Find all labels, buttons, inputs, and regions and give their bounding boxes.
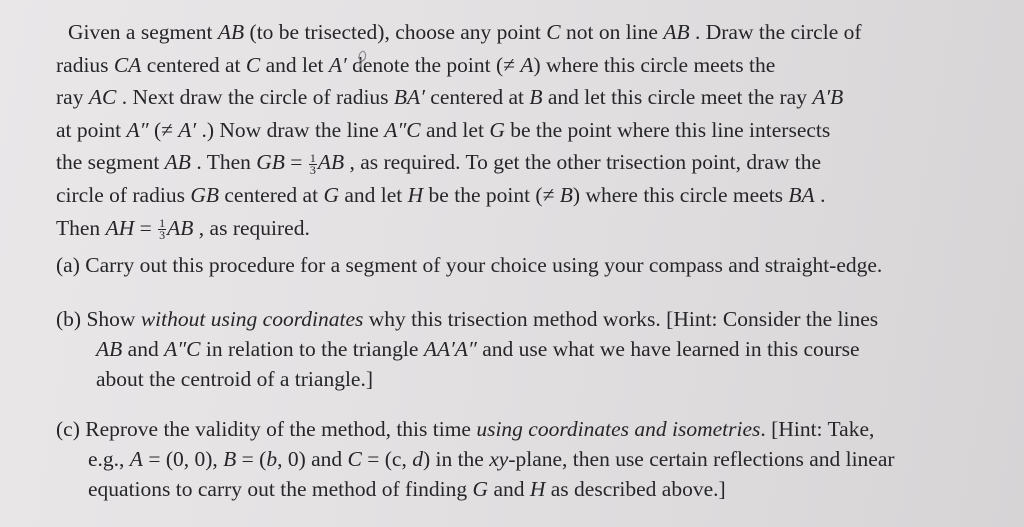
text-run: e.g., xyxy=(88,447,130,471)
text-run: (a) Carry out this procedure for a segment of your choice using your compass and straight-edge. xyxy=(56,253,883,277)
math-variable: A xyxy=(520,52,534,77)
text-line xyxy=(56,146,986,179)
math-variable: AB xyxy=(96,337,123,361)
text-line xyxy=(56,304,878,334)
math-variable: H xyxy=(407,182,424,207)
math-variable: GB xyxy=(256,150,285,175)
math-variable: using coordinates and isometries xyxy=(476,417,761,441)
text-run: = (c, xyxy=(361,447,413,471)
math-variable: AB xyxy=(317,150,345,175)
text-run: and let xyxy=(260,52,329,77)
math-variable: GB xyxy=(190,182,219,207)
text-run: and let this circle meet the ray xyxy=(542,85,813,110)
exercise-part-b xyxy=(56,304,878,394)
text-run: equations to carry out the method of finding xyxy=(88,477,473,501)
text-line xyxy=(56,212,986,245)
math-variable: xy xyxy=(489,447,509,471)
text-run: = ( xyxy=(236,447,267,471)
math-variable: AB xyxy=(164,150,191,175)
text-line xyxy=(56,334,878,364)
math-variable: B xyxy=(559,182,573,207)
math-variable: AH xyxy=(105,215,135,240)
math-variable: BA′ xyxy=(393,85,425,110)
text-run: .) Now draw the line xyxy=(196,117,385,142)
text-line xyxy=(56,474,895,504)
text-run: and xyxy=(122,337,165,361)
text-run: . Then xyxy=(190,150,257,175)
text-run: the segment xyxy=(56,150,165,175)
text-run: denote the point (≠ xyxy=(346,52,521,77)
text-run: , as required. To get the other trisection point, draw the xyxy=(344,150,822,175)
math-variable: A″C xyxy=(164,337,201,361)
text-line xyxy=(56,444,895,474)
math-variable: A′B xyxy=(812,85,844,110)
text-run: centered at xyxy=(141,52,246,77)
fraction-denominator: 3 xyxy=(159,228,166,243)
math-variable: A′ xyxy=(178,117,197,142)
text-run: ) in the xyxy=(422,447,490,471)
math-variable: A′ xyxy=(328,52,347,77)
text-run: . [Hint: Take, xyxy=(760,417,875,441)
math-variable: A″ xyxy=(126,117,149,142)
text-run: centered at xyxy=(424,85,530,110)
math-variable: B xyxy=(223,447,237,471)
exercise-part-a xyxy=(56,250,882,280)
text-line xyxy=(56,250,882,280)
text-run: be the point (≠ xyxy=(423,182,560,207)
math-variable: B xyxy=(529,85,543,110)
pencil-mark-icon xyxy=(356,49,370,71)
text-run: . Next draw the circle of radius xyxy=(116,85,394,110)
text-run: (to be trisected), choose any point xyxy=(244,20,547,44)
math-variable: A xyxy=(129,447,143,471)
fraction-one-third xyxy=(158,218,166,241)
text-run: not on line xyxy=(560,20,664,44)
math-variable: AB xyxy=(663,20,690,44)
math-variable: AA′A″ xyxy=(423,337,477,361)
math-variable: AB xyxy=(167,215,194,240)
text-run: radius xyxy=(56,52,114,77)
math-variable: CA xyxy=(113,52,142,77)
text-run: and let xyxy=(338,182,408,207)
math-variable: G xyxy=(323,182,339,207)
fraction-numerator: 1 xyxy=(309,150,316,165)
text-run: ) where this circle meets xyxy=(572,182,789,207)
text-line xyxy=(56,364,878,394)
text-run: as described above.] xyxy=(545,477,726,501)
math-variable: without using coordinates xyxy=(140,307,364,331)
text-run: ray xyxy=(56,85,89,110)
text-run: and xyxy=(488,477,530,501)
text-run: = (0, 0), xyxy=(142,447,224,471)
text-run: . Draw the circle of xyxy=(689,20,862,44)
math-variable: BA xyxy=(788,182,815,207)
math-variable: d xyxy=(412,447,423,471)
math-variable: G xyxy=(489,117,505,142)
text-run: Then xyxy=(56,215,106,240)
text-run: in relation to the triangle xyxy=(200,337,424,361)
text-run: and let xyxy=(420,117,490,142)
text-run: , as required. xyxy=(193,215,310,240)
exercise-part-c xyxy=(56,414,895,504)
text-run: why this trisection method works. [Hint: Consider the lines xyxy=(363,307,879,331)
math-variable: C xyxy=(546,20,561,44)
math-variable: A″C xyxy=(384,117,421,142)
text-run: (c) Reprove the validity of the method, this time xyxy=(56,417,477,441)
text-run: be the point where this line intersects xyxy=(504,117,831,142)
text-run: about the centroid of a triangle.] xyxy=(96,367,374,391)
text-run: ) where this circle meets the xyxy=(533,52,776,77)
text-run: = xyxy=(284,150,308,175)
text-run: -plane, then use certain reflections and linear xyxy=(508,447,895,471)
text-run: (b) Show xyxy=(56,307,141,331)
math-variable: H xyxy=(529,477,546,501)
math-variable: C xyxy=(245,52,261,77)
text-run: and use what we have learned in this course xyxy=(476,337,860,361)
text-run: (≠ xyxy=(148,117,179,142)
text-line xyxy=(56,49,986,82)
text-line xyxy=(56,114,986,147)
construction-description xyxy=(56,16,986,244)
text-line xyxy=(56,414,895,444)
text-run: Given a segment xyxy=(68,20,218,44)
text-run: centered at xyxy=(218,182,324,207)
math-variable: b xyxy=(266,447,278,471)
fraction-denominator: 3 xyxy=(309,162,316,177)
math-variable: AC xyxy=(88,85,117,110)
math-variable: G xyxy=(472,477,489,501)
text-run: = xyxy=(134,215,158,240)
math-variable: C xyxy=(347,447,362,471)
fraction-one-third xyxy=(309,150,317,177)
text-line xyxy=(56,179,986,212)
text-line xyxy=(56,81,986,114)
text-run: at point xyxy=(56,117,127,142)
text-run: , 0) and xyxy=(277,447,348,471)
text-run: . xyxy=(814,182,826,207)
text-line xyxy=(56,16,986,49)
math-variable: AB xyxy=(217,20,245,44)
fraction-numerator: 1 xyxy=(159,216,166,231)
text-run: circle of radius xyxy=(56,182,191,207)
